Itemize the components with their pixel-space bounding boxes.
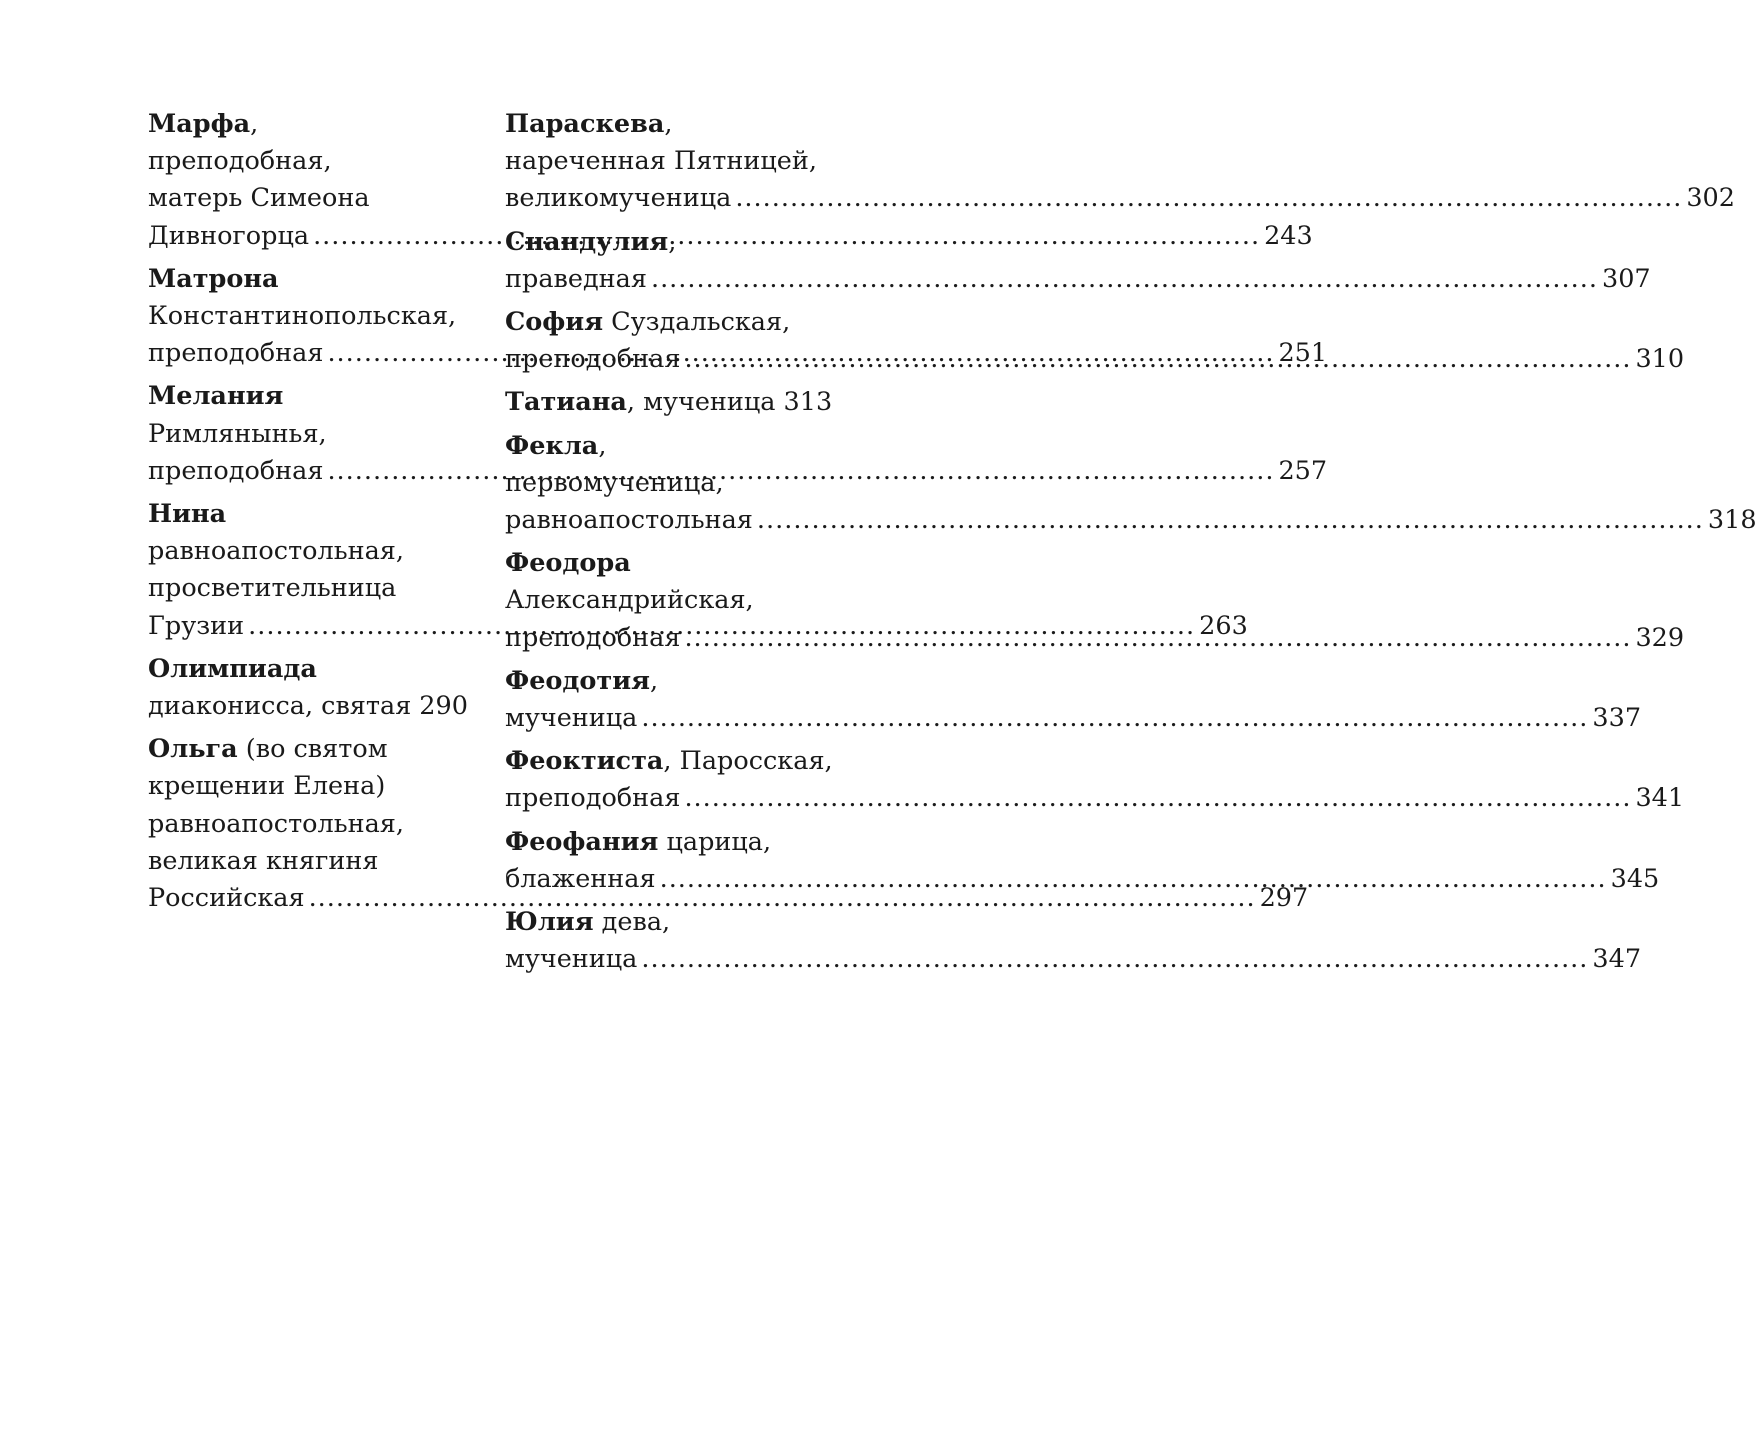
entry-heading — [505, 106, 813, 143]
page-number: 263 — [1199, 610, 1248, 641]
entry-last-text: преподобная — [505, 344, 681, 375]
entry-heading — [148, 496, 456, 533]
entry-line: великая княгиня — [148, 845, 379, 876]
leader-dots — [641, 700, 1588, 737]
entry-heading — [505, 663, 813, 700]
entry-name: Феоктиста — [505, 746, 664, 777]
entry-heading — [505, 824, 813, 861]
entry-last-line — [505, 384, 833, 421]
entry-heading — [505, 904, 813, 941]
entry-rest: , — [664, 109, 673, 139]
entry-heading — [148, 261, 456, 298]
entry-line: равноапостольная, — [148, 808, 404, 839]
index-entry — [505, 743, 1685, 817]
entry-last-text: преподобная — [148, 338, 324, 369]
entry-last-text: блаженная — [505, 863, 656, 894]
page-number: 243 — [1264, 220, 1313, 251]
page-number: 347 — [1592, 944, 1642, 975]
entry-name: Матрона — [148, 263, 279, 294]
entry-last-text: мученица — [505, 703, 638, 734]
entry-name: Татиана — [505, 387, 627, 418]
entry-rest: , — [250, 109, 259, 139]
index-entry — [505, 663, 1642, 737]
entry-last-line — [148, 688, 468, 725]
entry-heading — [148, 106, 456, 143]
entry-last-text: мученица — [505, 944, 638, 975]
entry-name: Снандулия — [505, 226, 669, 257]
entry-line: крещении Елена) — [148, 771, 386, 802]
page-number: 313 — [783, 387, 833, 418]
entry-rest: (во святом — [237, 734, 388, 765]
entry-last-line — [505, 861, 1660, 898]
entry-last-text: праведная — [505, 263, 647, 294]
leader-dots — [757, 502, 1704, 539]
entry-heading — [148, 378, 456, 415]
entry-last-line — [505, 502, 1757, 539]
entry-last-text: преподобная — [505, 622, 681, 653]
entry-last-text: Дивногорца — [148, 220, 310, 251]
entry-line: преподобная, — [148, 146, 332, 177]
entry-line: Римлянынья, — [148, 418, 327, 449]
entry-last-line — [505, 700, 1642, 737]
entry-name: Фекла — [505, 430, 599, 461]
entry-heading — [505, 304, 813, 341]
entry-last-text: преподобная — [505, 783, 681, 814]
entry-last-text: диаконисса, святая — [148, 691, 412, 722]
entry-rest: , — [668, 226, 677, 257]
page-number: 257 — [1278, 455, 1328, 486]
page-number: 302 — [1686, 183, 1735, 214]
entry-rest: дева, — [593, 907, 671, 938]
index-entry — [505, 106, 1735, 218]
entry-rest: , Паросская, — [663, 746, 833, 777]
entry-last-text: Грузии — [148, 610, 245, 641]
entry-name: Параскева — [505, 109, 665, 139]
entry-name: Олимпиада — [148, 653, 317, 684]
entry-line: нареченная Пятницей, — [505, 146, 817, 177]
page-number: 337 — [1592, 703, 1642, 734]
entry-heading — [505, 545, 813, 582]
entry-last-line — [505, 261, 1651, 298]
page-number: 297 — [1259, 883, 1309, 914]
leader-dots — [735, 180, 1682, 217]
entry-heading — [505, 428, 813, 465]
entry-last-text: великомученица — [505, 183, 732, 214]
entry-name: Юлия — [505, 907, 594, 938]
page-number: 318 — [1707, 505, 1757, 536]
entry-name: Феодотия — [505, 665, 650, 696]
entry-last-text: преподобная — [148, 455, 324, 486]
entry-name: Феофания — [505, 826, 659, 857]
entry-heading — [505, 743, 833, 780]
index-entry — [505, 384, 833, 421]
page-number: 341 — [1635, 783, 1685, 814]
entry-last-line — [148, 880, 1309, 917]
entry-rest: , — [649, 665, 659, 696]
entry-name: Нина — [148, 499, 227, 530]
entry-line: первомученица, — [505, 467, 724, 498]
entry-line: просветительница — [148, 573, 397, 604]
index-entry — [505, 904, 1642, 978]
leader-dots — [684, 620, 1631, 657]
entry-line: равноапостольная, — [148, 536, 404, 567]
leader-dots — [651, 261, 1598, 298]
entry-name: Марфа — [148, 109, 251, 139]
leader-dots — [684, 341, 1631, 378]
entry-name: Ольга — [148, 734, 238, 765]
entry-heading — [505, 224, 813, 261]
entry-last-text: равноапостольная — [505, 505, 753, 536]
entry-name: Мелания — [148, 381, 284, 412]
entry-line: матерь Симеона — [148, 183, 370, 214]
entry-last-line — [505, 780, 1685, 817]
entry-rest: царица, — [658, 826, 772, 857]
entry-name: София — [505, 307, 604, 338]
entry-rest: Суздальская, — [603, 307, 791, 338]
entry-last-line — [505, 941, 1642, 978]
entry-line: Александрийская, — [505, 585, 754, 616]
page-number: 329 — [1635, 622, 1685, 653]
leader-dots — [684, 780, 1631, 817]
index-entry — [505, 824, 1660, 898]
entry-last-line — [505, 180, 1735, 217]
entry-last-line — [148, 335, 1328, 372]
leader-dots — [641, 941, 1588, 978]
page-number: 345 — [1610, 863, 1660, 894]
entry-line: Константинопольская, — [148, 301, 457, 332]
entry-name: Феодора — [505, 548, 631, 579]
entry-last-text: Российская — [148, 883, 305, 914]
entry-last-text: , мученица — [626, 387, 776, 418]
entry-heading — [148, 731, 456, 768]
page-number: 307 — [1601, 263, 1651, 294]
index-entry — [148, 651, 468, 725]
leader-dots — [660, 861, 1607, 898]
entry-rest: , — [598, 430, 607, 461]
page-number: 251 — [1278, 338, 1328, 369]
entry-heading — [148, 651, 456, 688]
page-number: 290 — [419, 691, 468, 722]
page-number: 310 — [1635, 344, 1685, 375]
